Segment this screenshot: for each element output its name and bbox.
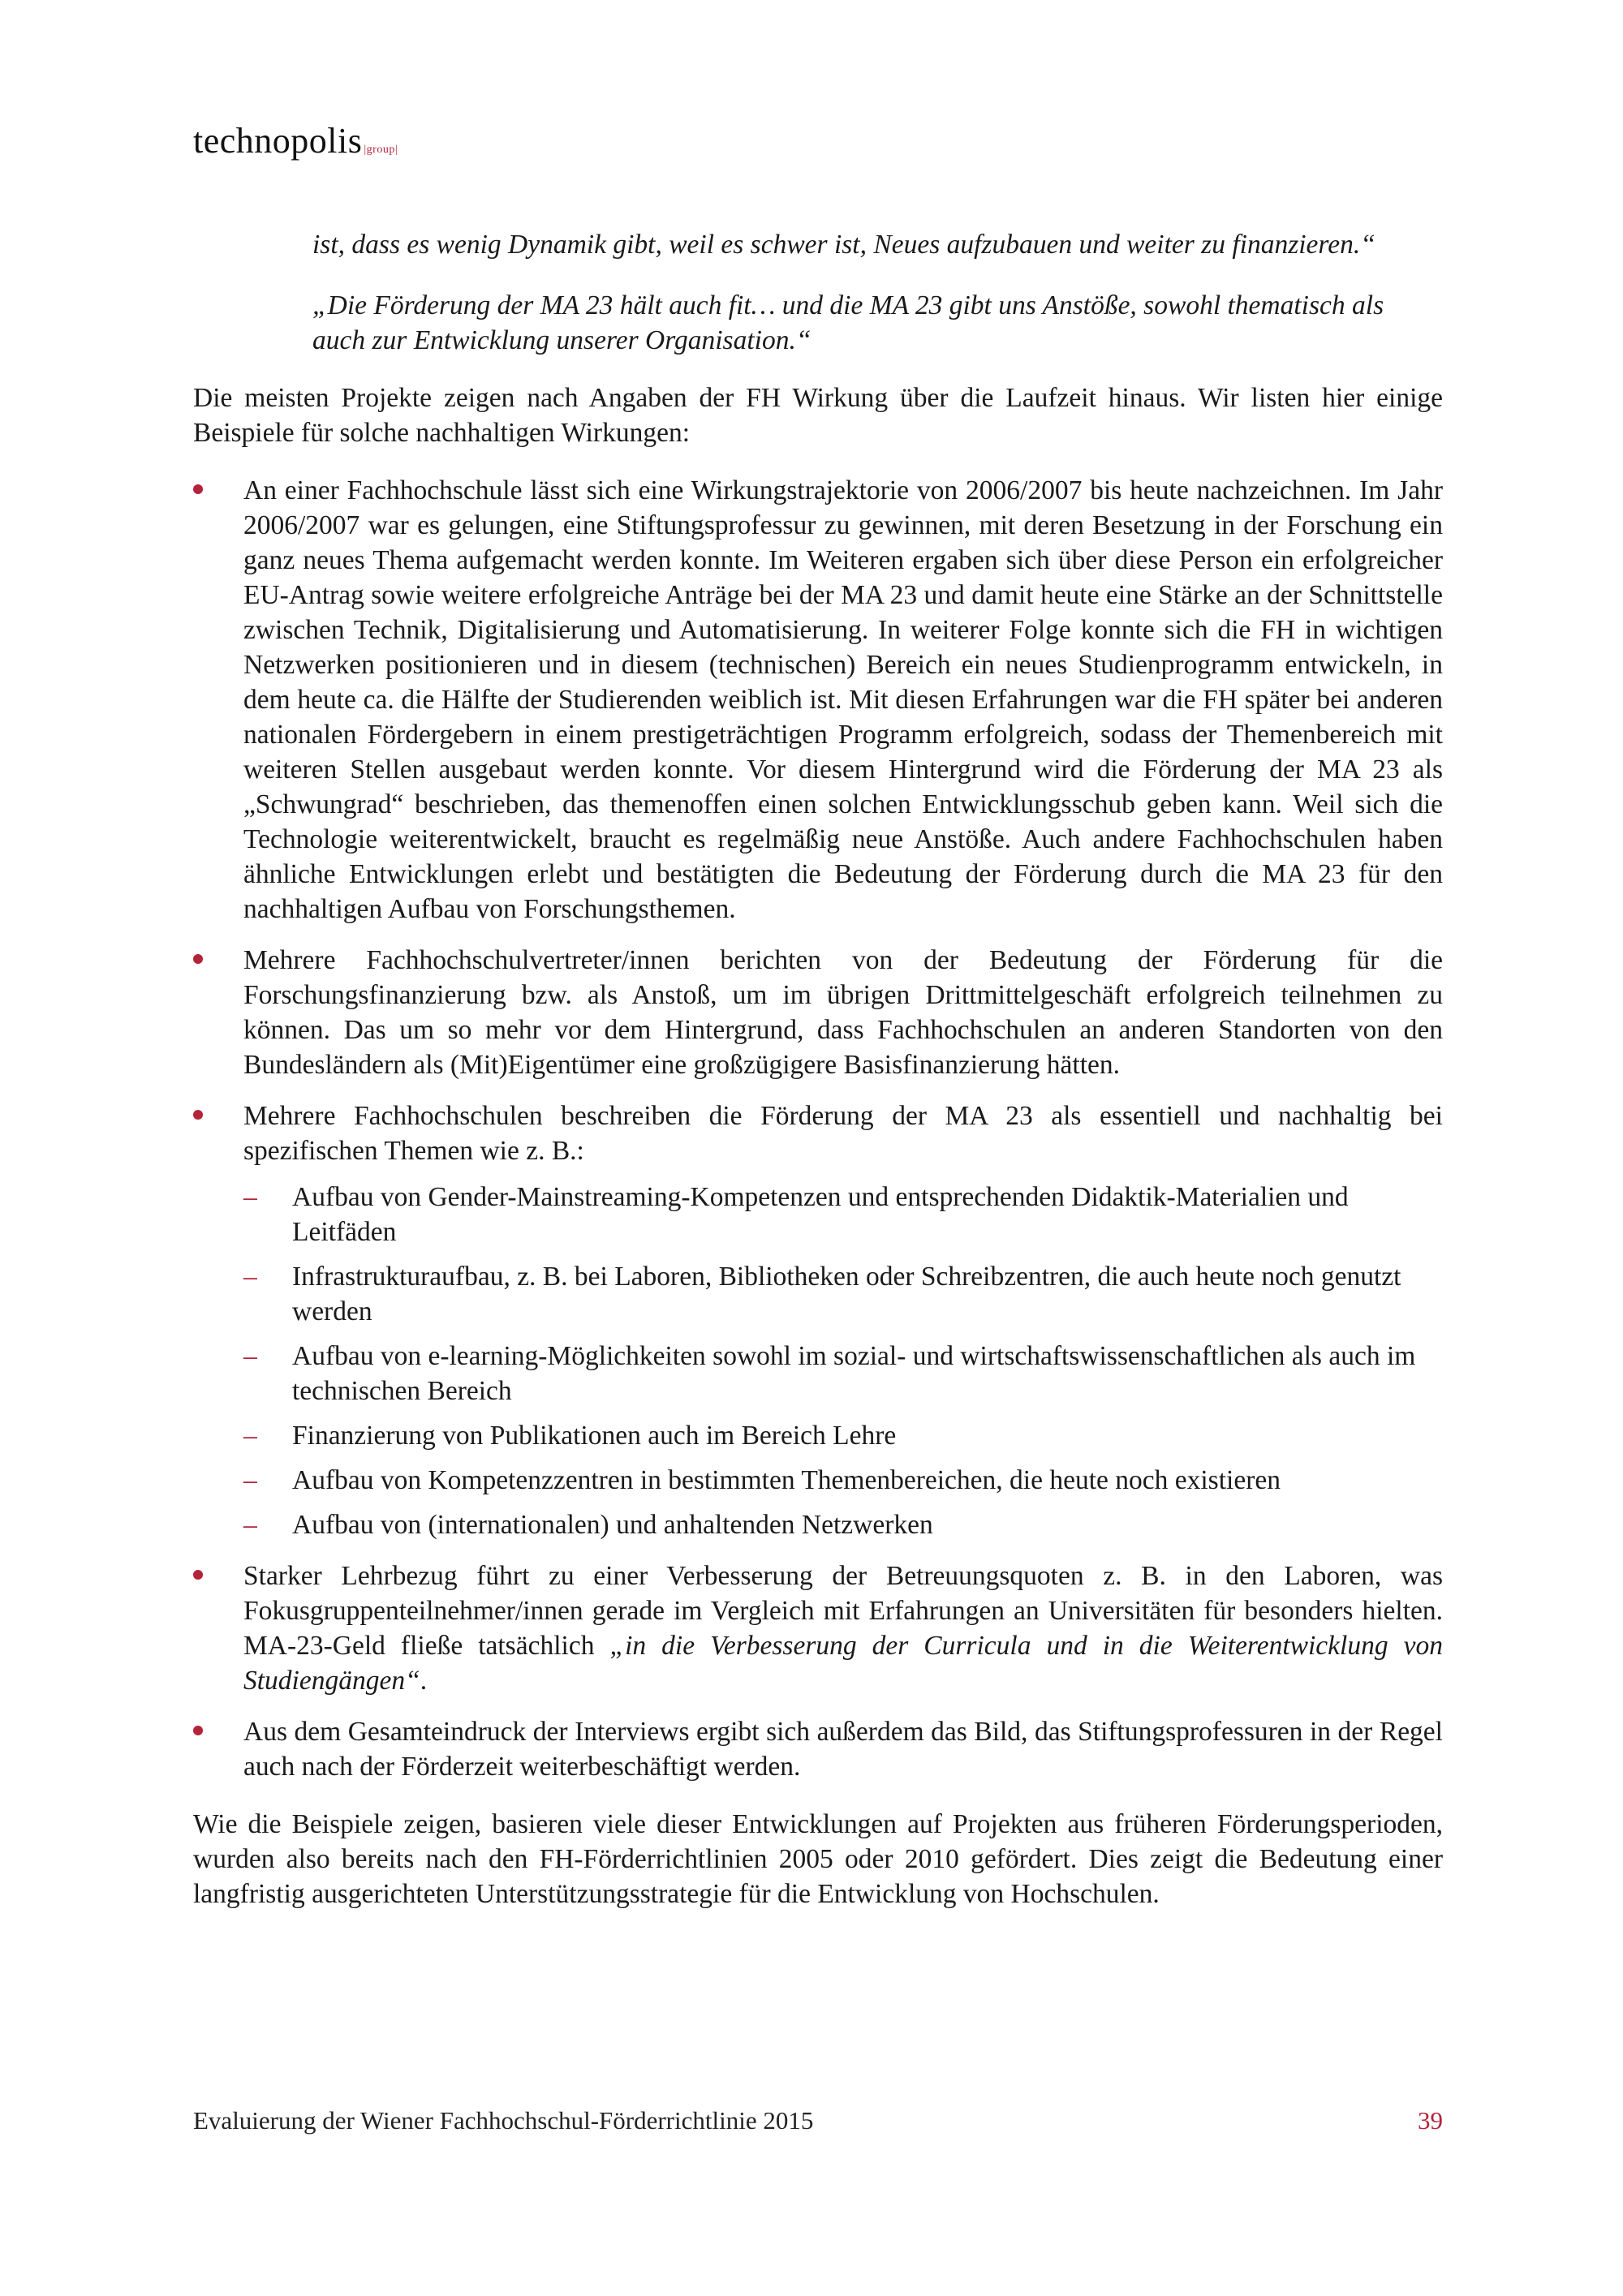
dash-item-text: Infrastrukturaufbau, z. B. bei Laboren, Bibliotheken oder Schreibzentren, die auch heute noch genutzt werden [292,1262,1401,1326]
dash-item-text: Aufbau von (internationalen) und anhaltenden Netzwerken [292,1510,933,1540]
dash-icon: – [243,1510,257,1540]
dash-icon: – [243,1341,257,1371]
page-number: 39 [1418,2106,1443,2135]
bullet-item-specific-topics [193,1099,1443,1542]
quote-ma23: „Die Förderung der MA 23 hält auch fit… und die MA 23 gibt uns Anstöße, sowohl thematisch als auch zur Entwicklung unserer Organisation.“ [312,290,1384,355]
quote-continuation: ist, dass es wenig Dynamik gibt, weil es schwer ist, Neues aufzubauen und weiter zu finanzieren.“ [312,230,1375,260]
dash-icon: – [243,1421,257,1451]
dash-item [243,1463,1443,1498]
intro-paragraph: Die meisten Projekte zeigen nach Angaben der FH Wirkung über die Laufzeit hinaus. Wir listen hier einige Beispiele für solche nachhaltigen Wirkungen: [193,383,1443,448]
dash-item-text: Aufbau von Kompetenzzentren in bestimmten Themenbereichen, die heute noch existieren [292,1465,1281,1495]
dash-item-text: Aufbau von e-learning-Möglichkeiten sowohl im sozial- und wirtschaftswissenschaftlichen als auch im technischen Bereich [292,1341,1416,1406]
bullet-dot-icon [193,954,203,964]
bullet-text: Mehrere Fachhochschulen beschreiben die Förderung der MA 23 als essentiell und nachhaltig bei spezifischen Themen wie z. B.: [243,1101,1443,1166]
closing-paragraph: Wie die Beispiele zeigen, basieren viele dieser Entwicklungen auf Projekten aus früheren Förderungsperioden, wurden also bereits nach den FH-Förderrichtlinien 2005 oder 2010 gefördert. Dies zeigt die Bedeutung einer langfristig ausgerichteten Unterstützungsstrategie für die Entwicklung von Hochschulen. [193,1809,1443,1909]
technopolis-logo [193,120,398,161]
bullet-quote-italic: „in die Verbesserung der Curricula und in die Weiterentwicklung von Studiengängen“ [243,1631,1443,1696]
bullet-dot-icon [193,1570,203,1580]
dash-icon: – [243,1262,257,1292]
bullet-text: Aus dem Gesamteindruck der Interviews ergibt sich außerdem das Bild, das Stiftungsprofessuren in der Regel auch nach der Förderzeit weiterbeschäftigt werden. [243,1717,1443,1782]
footer-document-title: Evaluierung der Wiener Fachhochschul-Förderrichtlinie 2015 [193,2106,814,2135]
bullet-text-end: . [420,1666,428,1696]
logo-group-suffix: |group| [364,144,398,156]
bullet-dot-icon [193,1110,203,1120]
page-body [193,227,1443,1911]
bullet-dot-icon [193,1726,203,1735]
effects-bullet-list [193,473,1443,1784]
topics-dash-list [243,1180,1443,1542]
bullet-item-endowed-professorships [193,1714,1443,1784]
bullet-item-research-funding [193,943,1443,1082]
dash-item [243,1259,1443,1329]
bullet-item-teaching [193,1559,1443,1698]
bullet-item-trajectory [193,473,1443,927]
bullet-text: Mehrere Fachhochschulvertreter/innen berichten von der Bedeutung der Förderung für die Forschungsfinanzierung bzw. als Anstoß, um im übrigen Drittmittelgeschäft erfolgreich teilnehmen zu können. Das um so mehr vor dem Hintergrund, dass Fachhochschulen an anderen Standorten von den Bundesländern als (Mit)Eigentümer eine großzügigere Basisfinanzierung hätten. [243,945,1443,1080]
dash-icon: – [243,1465,257,1495]
dash-item-text: Aufbau von Gender-Mainstreaming-Kompetenzen und entsprechenden Didaktik-Materialien und Leitfäden [292,1182,1349,1247]
logo-wordmark: technopolis [193,121,363,161]
dash-item [243,1418,1443,1453]
bullet-text: An einer Fachhochschule lässt sich eine Wirkungstrajektorie von 2006/2007 bis heute nachzeichnen. Im Jahr 2006/2007 war es gelungen, eine Stiftungsprofessur zu gewinnen, mit deren Besetzung in der Forschung ein ganz neues Thema aufgemacht werden konnte. Im Weiteren ergaben sich über diese Person ein erfolgreicher EU-Antrag sowie weitere erfolgreiche Anträge bei der MA 23 und damit heute eine Stärke an der Schnittstelle zwischen Technik, Digitalisierung und Automatisierung. In weiterer Folge konnte sich die FH in wichtigen Netzwerken positionieren und in diesem (technischen) Bereich ein neues Studienprogramm entwickeln, in dem heute ca. die Hälfte der Studierenden weiblich ist. Mit diesen Erfahrungen war die FH später bei anderen nationalen Fördergebern in einem prestigeträchtigen Programm erfolgreich, sodass der Themenbereich mit weiteren Stellen ausgebaut werden konnte. Vor diesem Hintergrund wird die Förderung der MA 23 als „Schwungrad“ beschrieben, das themenoffen einen solchen Entwicklungsschub geben kann. Weil sich die Technologie weiterentwickelt, braucht es regelmäßig neue Anstöße. Auch andere Fachhochschulen haben ähnliche Entwicklungen erlebt und bestätigten die Bedeutung der Förderung durch die MA 23 für den nachhaltigen Aufbau von Forschungsthemen. [243,475,1443,924]
bullet-dot-icon [193,484,203,494]
bullet-text: Starker Lehrbezug führt zu einer Verbesserung der Betreuungsquoten z. B. in den Laboren, was Fokusgruppenteilnehmer/innen gerade im Vergleich mit Erfahrungen an Universitäten für besonders hielten. MA-23-Geld fließe tatsächlich [243,1561,1443,1661]
dash-item [243,1507,1443,1542]
dash-icon: – [243,1182,257,1212]
dash-item [243,1339,1443,1408]
dash-item-text: Finanzierung von Publikationen auch im Bereich Lehre [292,1421,897,1451]
dash-item [243,1180,1443,1249]
